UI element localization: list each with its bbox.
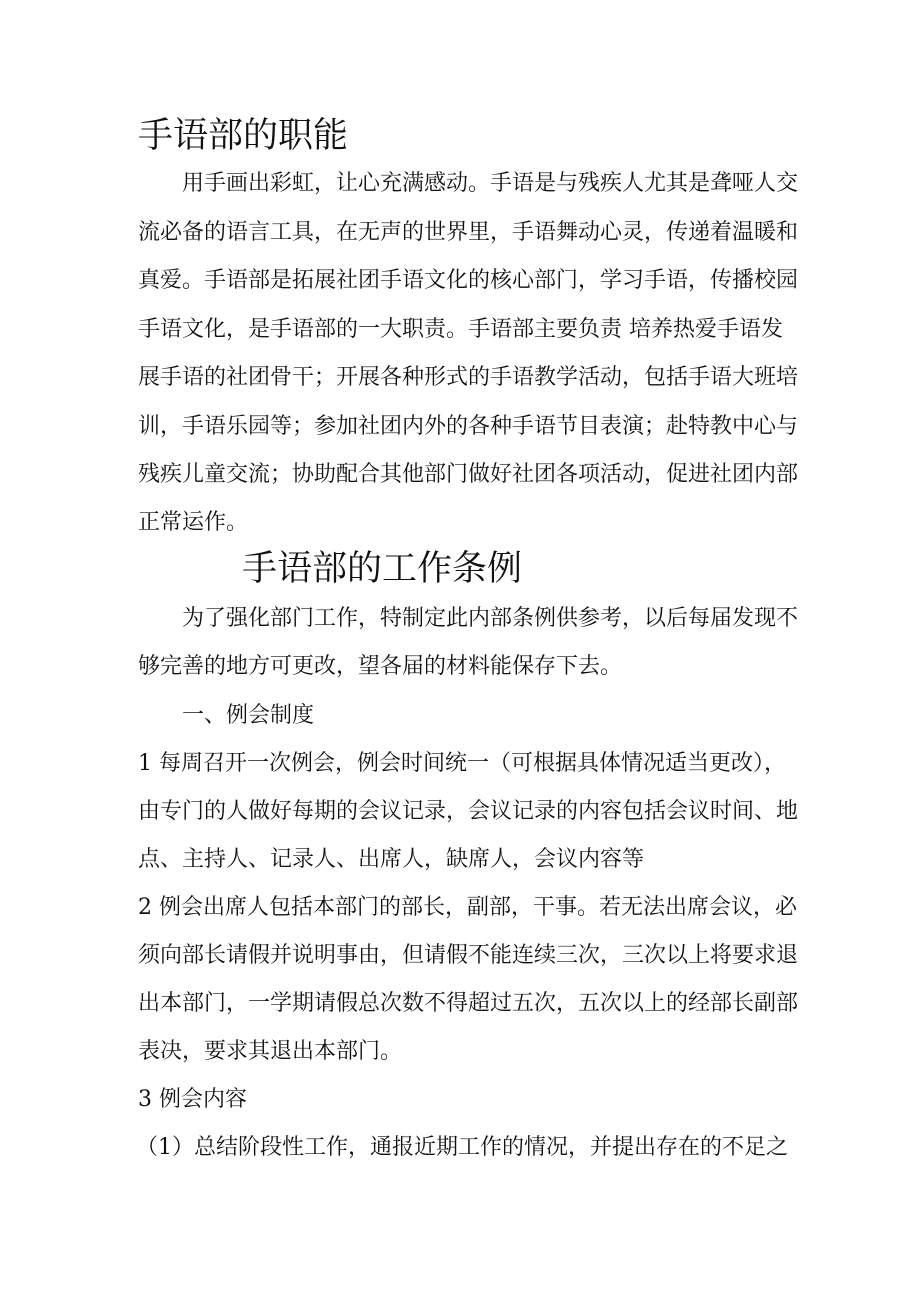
item3-sub1: （1）总结阶段性工作，通报近期工作的情况，并提出存在的不足之 — [136, 1135, 788, 1160]
item1-line-2: 由专门的人做好每期的会议记录，会议记录的内容包括会议时间、地 — [138, 799, 799, 824]
intro-line-8: 正常运作。 — [138, 510, 249, 535]
item1-line-3: 点、主持人、记录人、出席人，缺席人，会议内容等 — [138, 847, 645, 872]
intro-line-3: 真爱。手语部是拓展社团手语文化的核心部门，学习手语，传播校园 — [138, 268, 799, 293]
item2-line-2: 须向部长请假并说明事由，但请假不能连续三次，三次以上将要求退 — [138, 943, 799, 968]
intro-line-2: 流必备的语言工具，在无声的世界里，手语舞动心灵，传递着温暖和 — [138, 220, 799, 245]
preface-line-1: 为了强化部门工作，特制定此内部条例供参考，以后每届发现不 — [182, 606, 799, 631]
intro-line-4: 手语文化，是手语部的一大职责。手语部主要负责 培养热爱手语发 — [138, 317, 783, 342]
item2-line-1: 2 例会出席人包括本部门的部长，副部，干事。若无法出席会议，必 — [138, 895, 797, 920]
section1-title: 一、例会制度 — [182, 703, 315, 728]
heading-regulations: 手语部的工作条例 — [242, 549, 523, 589]
intro-line-5: 展手语的社团骨干；开展各种形式的手语教学活动，包括手语大班培 — [138, 365, 799, 390]
item2-line-4: 表决，要求其退出本部门。 — [138, 1039, 403, 1064]
preface-line-2: 够完善的地方可更改，望各届的材料能保存下去。 — [138, 654, 623, 679]
intro-line-1: 用手画出彩虹，让心充满感动。手语是与残疾人尤其是聋哑人交 — [182, 171, 799, 196]
item1-line-1: 1 每周召开一次例会，例会时间统一（可根据具体情况适当更改）， — [138, 751, 786, 776]
item2-line-3: 出本部门，一学期请假总次数不得超过五次，五次以上的经部长副部 — [138, 991, 799, 1016]
intro-line-6: 训，手语乐园等；参加社团内外的各种手语节目表演；赴特教中心与 — [138, 414, 799, 439]
item3-title: 3 例会内容 — [138, 1087, 247, 1112]
intro-line-7: 残疾儿童交流；协助配合其他部门做好社团各项活动，促进社团内部 — [138, 462, 799, 487]
heading-functions: 手语部的职能 — [138, 116, 349, 156]
